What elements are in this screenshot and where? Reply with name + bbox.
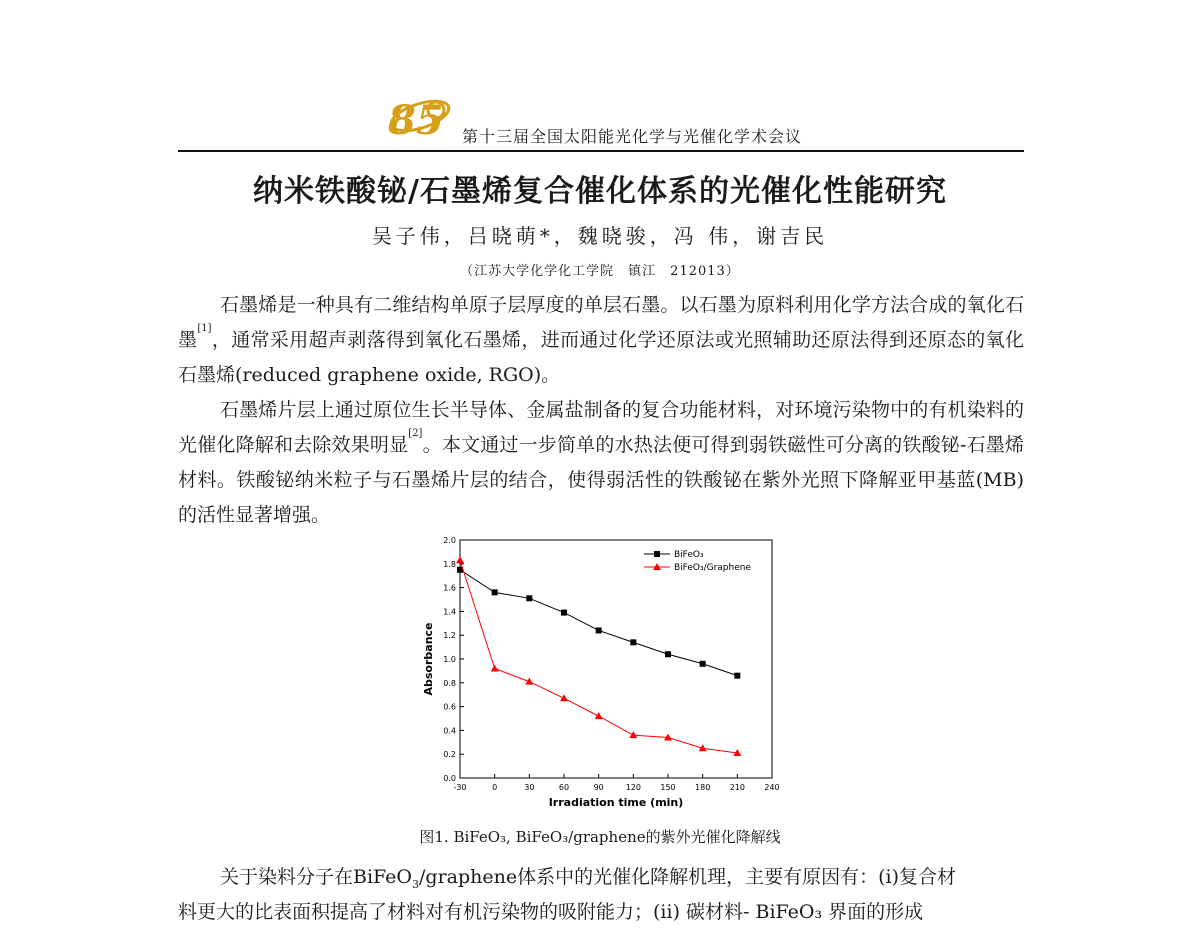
paper-authors: 吴子伟，吕晓萌*，魏晓骏，冯 伟，谢吉民 <box>371 224 829 248</box>
header-divider <box>178 150 1024 152</box>
y-tick-label: 1.6 <box>443 583 456 593</box>
data-point-2 <box>525 678 533 685</box>
conference-logo <box>380 88 460 144</box>
y-tick-label: 1.4 <box>443 607 456 617</box>
x-tick-label: 60 <box>558 783 570 792</box>
conference-name: 第十三届全国太阳能光化学与光催化学术会议 <box>462 127 803 146</box>
paper-affiliation: （江苏大学化学化工学院 镇江 212013） <box>460 264 740 279</box>
series-line-1 <box>460 570 737 676</box>
data-point-2 <box>560 694 568 701</box>
x-tick-label: 240 <box>764 783 780 792</box>
data-point-2 <box>491 665 499 672</box>
legend-marker-1 <box>654 551 660 557</box>
absorbance-chart <box>410 532 790 822</box>
y-tick-label: 2.0 <box>443 536 456 545</box>
plot-frame <box>460 540 772 778</box>
y-tick-label: 0.6 <box>443 702 456 712</box>
data-point-2 <box>595 712 603 719</box>
data-point-1 <box>734 673 740 679</box>
data-point-1 <box>596 627 602 633</box>
x-tick-label: 120 <box>625 783 641 792</box>
data-point-1 <box>526 595 532 601</box>
data-point-1 <box>630 639 636 645</box>
logo-number: 85 <box>388 97 444 144</box>
series-line-2 <box>460 560 737 753</box>
y-tick-label: 1.0 <box>443 655 456 664</box>
figure-caption: 图1. BiFeO₃, BiFeO₃/graphene的紫外光催化降解线 <box>419 828 781 846</box>
x-tick-label: 30 <box>524 783 535 792</box>
x-tick-label: 180 <box>695 783 711 792</box>
legend-label-1: BiFeO₃ <box>674 550 704 560</box>
data-point-1 <box>561 610 567 616</box>
y-tick-label: 1.2 <box>443 631 456 641</box>
x-tick-label: 0 <box>492 783 498 792</box>
y-tick-label: 0.4 <box>443 726 456 736</box>
paragraph-2: 石墨烯片层上通过原位生长半导体、金属盐制备的复合功能材料，对环境污染物中的有机染料的光催化降解和去除效果明显[2]。本文通过一步简单的水热法便可得到弱铁磁性可分离的铁酸铋-石墨烯材料。铁酸铋纳米粒子与石墨烯片层的结合，使得弱活性的铁酸铋在紫外光照下降解亚甲基蓝(MB)的活性显著增强。 <box>178 399 1024 526</box>
x-tick-label: 90 <box>593 783 604 792</box>
data-point-1 <box>492 589 498 595</box>
y-tick-label: 0.2 <box>443 750 456 760</box>
x-tick-label: 210 <box>729 783 745 792</box>
paragraph-1: 石墨烯是一种具有二维结构单原子层厚度的单层石墨。以石墨为原料利用化学方法合成的氧化石墨[1]，通常采用超声剥落得到氧化石墨烯，进而通过化学还原法或光照辅助还原法得到还原态的氧化石墨烯(reduced graphene oxide, RGO)。 <box>178 294 1024 386</box>
x-axis-label: Irradiation time (min) <box>548 796 684 809</box>
y-tick-label: 0.8 <box>443 678 456 688</box>
data-point-2 <box>629 731 637 738</box>
paragraph-3: 关于染料分子在BiFeO$_3$/graphene体系中的光催化降解机理，主要有原因有：(ⅰ)复合材 <box>220 866 957 891</box>
legend-label-2: BiFeO₃/Graphene <box>674 563 752 573</box>
paper-title: 纳米铁酸铋/石墨烯复合催化体系的光催化性能研究 <box>253 174 947 209</box>
citation-1: [1] <box>197 323 212 334</box>
data-point-1 <box>700 661 706 667</box>
y-tick-label: 1.8 <box>443 559 456 569</box>
paragraph-3-line-2: 料更大的比表面积提高了材料对有机污染物的吸附能力；(ⅱ) 碳材料- BiFeO₃ 界面的形成 <box>178 901 924 923</box>
y-axis-label: Absorbance <box>422 622 435 696</box>
data-point-2 <box>456 556 464 563</box>
citation-2: [2] <box>408 428 423 439</box>
x-tick-label: 150 <box>660 783 676 792</box>
data-point-1 <box>665 651 671 657</box>
y-tick-label: 0.0 <box>443 774 456 783</box>
x-tick-label: -30 <box>453 783 467 792</box>
